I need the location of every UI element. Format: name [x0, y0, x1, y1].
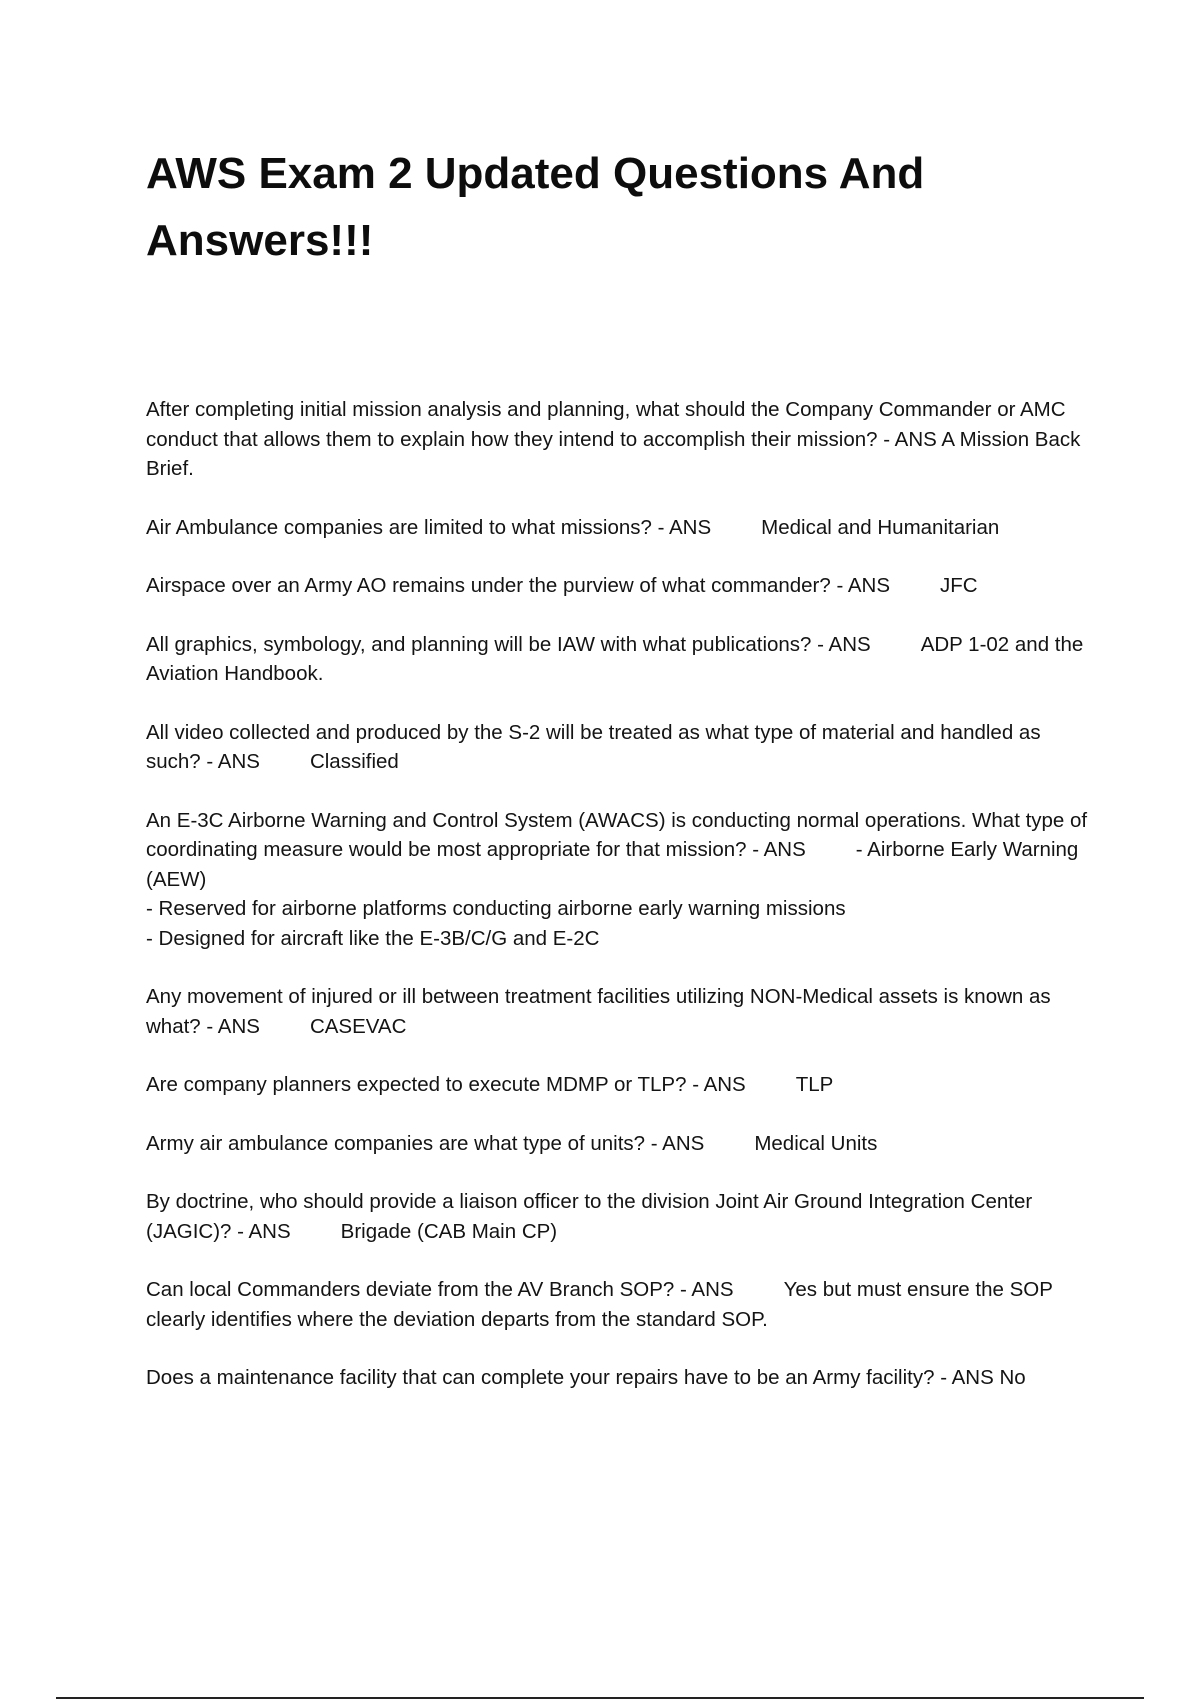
qa-item	[146, 718, 1096, 777]
answer-text: A Mission Back Brief.	[146, 427, 1081, 480]
answer-text: JFC	[940, 574, 978, 597]
qa-item	[146, 395, 1096, 484]
question-text: All graphics, symbology, and planning will be IAW with what publications? - ANS	[146, 632, 871, 656]
qa-item	[146, 1187, 1096, 1246]
qa-item	[146, 806, 1096, 954]
qa-item	[146, 982, 1096, 1041]
answer-text: CASEVAC	[309, 1014, 407, 1038]
document-title: AWS Exam 2 Updated Questions And Answers!!!	[146, 149, 925, 265]
question-text: Army air ambulance companies are what type of units? - ANS	[146, 1131, 705, 1155]
answer-text: Medical and Humanitarian	[761, 515, 1000, 539]
answer-text: TLP	[795, 1073, 834, 1096]
question-text: Air Ambulance companies are limited to what missions? - ANS	[146, 515, 712, 539]
question-text: Can local Commanders deviate from the AV Branch SOP? - ANS	[146, 1278, 734, 1301]
qa-item	[146, 1129, 1096, 1159]
qa-item	[146, 630, 1096, 689]
qa-item	[146, 1363, 1096, 1393]
qa-item	[146, 571, 1096, 601]
question-text: Any movement of injured or ill between treatment facilities utilizing NON-Medical assets is known as what? - ANS	[146, 985, 1051, 1038]
question-text: Are company planners expected to execute MDMP or TLP? - ANS	[146, 1073, 746, 1096]
answer-text: ADP 1-02 and the Aviation Handbook.	[146, 632, 1084, 685]
question-text: An E-3C Airborne Warning and Control System (AWACS) is conducting normal operations. What type of coordinating measure would be most appropriate for that mission? - ANS	[146, 808, 1088, 861]
question-text: Airspace over an Army AO remains under the purview of what commander? - ANS	[146, 574, 891, 597]
answer-text: - Airborne Early Warning (AEW) - Reserved for airborne platforms conducting airborne early warning missions - Designed for aircraft like the E-3B/C/G and E-2C	[146, 838, 1079, 950]
answer-text: No	[999, 1366, 1026, 1389]
footer-divider	[56, 1697, 1144, 1699]
question-text: By doctrine, who should provide a liaison officer to the division Joint Air Ground Integration Center (JAGIC)? - ANS	[146, 1190, 1033, 1243]
qa-item	[146, 513, 1096, 543]
qa-item	[146, 1275, 1096, 1334]
qa-item	[146, 1070, 1096, 1100]
answer-text: Brigade (CAB Main CP)	[340, 1219, 558, 1243]
answer-text: Classified	[309, 750, 399, 773]
question-text: All video collected and produced by the S-2 will be treated as what type of material and handled as such? - ANS	[146, 720, 1041, 773]
answer-text: Yes but must ensure the SOP clearly identifies where the deviation departs from the standard SOP.	[146, 1278, 1053, 1331]
question-text: After completing initial mission analysis and planning, what should the Company Commander or AMC conduct that allows them to explain how they intend to accomplish their mission? - ANS	[146, 398, 1066, 451]
answer-text: Medical Units	[754, 1131, 878, 1155]
question-text: Does a maintenance facility that can complete your repairs have to be an Army facility? - ANS	[146, 1366, 994, 1389]
qa-list	[146, 395, 1096, 1422]
